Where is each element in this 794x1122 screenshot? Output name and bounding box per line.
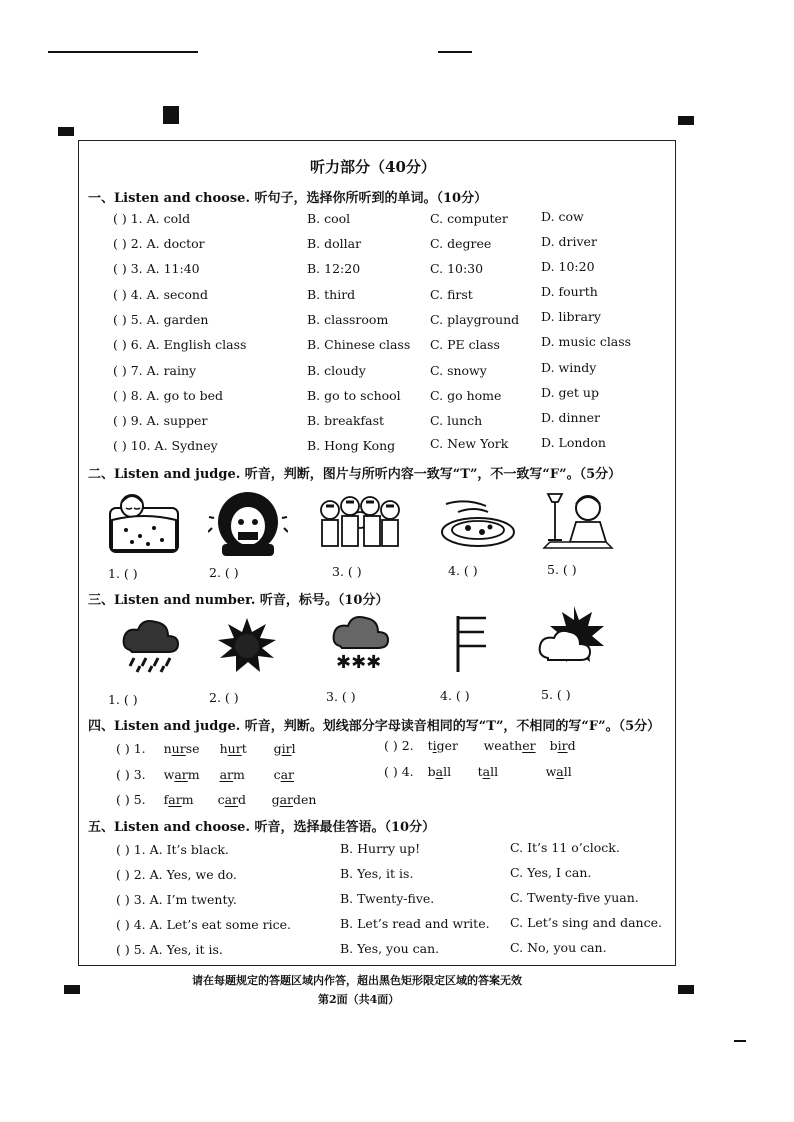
s1-row-b: B. third	[307, 287, 356, 302]
s2-answer-2: 2. ( )	[209, 565, 239, 580]
s4-item-5	[116, 792, 316, 807]
s1-row-a: ( ) 3. A. 11:40	[113, 261, 200, 276]
s4-word: tall	[477, 764, 499, 779]
s4-item-number: ( ) 5.	[116, 792, 146, 807]
s1-row-c: C. PE class	[430, 337, 500, 352]
s1-row-d: D. dinner	[541, 410, 600, 425]
s1-row-a: ( ) 9. A. supper	[113, 413, 208, 428]
s4-word: weather	[483, 738, 536, 753]
s4-word: wall	[545, 764, 572, 779]
s1-row-d: D. fourth	[541, 284, 598, 299]
s1-row-d: D. London	[541, 435, 606, 450]
s1-row-b: B. Chinese class	[307, 337, 411, 352]
s4-item-2	[384, 738, 576, 753]
sun-behind-cloud-icon	[534, 606, 612, 672]
s2-answer-5: 5. ( )	[547, 562, 577, 577]
s5-row-c: C. Yes, I can.	[510, 865, 592, 880]
s2-answer-3: 3. ( )	[332, 564, 362, 579]
registration-mark	[64, 985, 80, 994]
s1-row-d: D. library	[541, 309, 601, 324]
s4-word: girl	[273, 741, 296, 756]
s4-word: ball	[427, 764, 452, 779]
registration-mark	[163, 106, 179, 124]
s4-word: hurt	[219, 741, 247, 756]
s4-item-number: ( ) 4.	[384, 764, 414, 779]
page-number: 第2面（共4面）	[318, 993, 400, 1006]
s1-row-a: ( ) 5. A. garden	[113, 312, 209, 327]
s4-item-number: ( ) 1.	[116, 741, 146, 756]
s1-row-c: C. snowy	[430, 363, 487, 378]
s4-item-4	[384, 764, 572, 779]
s4-word: car	[273, 767, 295, 782]
s1-row-c: C. New York	[430, 436, 509, 451]
s1-row-a: ( ) 4. A. second	[113, 287, 208, 302]
s3-answer-5: 5. ( )	[541, 687, 571, 702]
s4-item-number: ( ) 2.	[384, 738, 414, 753]
s3-answer-4: 4. ( )	[440, 688, 470, 703]
s5-row-b: B. Hurry up!	[340, 841, 421, 856]
s5-row-b: B. Twenty-five.	[340, 891, 435, 906]
s5-row-a: ( ) 3. A. I’m twenty.	[116, 892, 237, 907]
s5-row-b: B. Let’s read and write.	[340, 916, 490, 931]
svg-text:✱✱✱: ✱✱✱	[336, 652, 382, 673]
s1-row-c: C. degree	[430, 236, 492, 251]
s1-row-d: D. music class	[541, 334, 632, 349]
s1-row-c: C. go home	[430, 388, 502, 403]
s3-answer-3: 3. ( )	[326, 689, 356, 704]
registration-mark	[734, 1040, 746, 1042]
s4-word: farm	[163, 792, 194, 807]
s5-row-c: C. Let’s sing and dance.	[510, 915, 662, 930]
s2-answer-4: 4. ( )	[448, 563, 478, 578]
section-2-heading: 二、Listen and judge. 听音，判断，图片与所听内容一致写“T”，不一致写“F”。（5分）	[88, 467, 622, 482]
s2-answer-1: 1. ( )	[108, 566, 138, 581]
s1-row-b: B. go to school	[307, 388, 401, 403]
page-title: 听力部分（40分）	[310, 158, 436, 176]
sleeping-child-in-bed-picture	[106, 490, 182, 556]
s1-row-a: ( ) 7. A. rainy	[113, 363, 197, 378]
s4-word: warm	[163, 767, 200, 782]
s1-row-d: D. get up	[541, 385, 599, 400]
s1-row-c: C. playground	[430, 312, 520, 327]
s1-row-d: D. 10:20	[541, 259, 595, 274]
s3-answer-2: 2. ( )	[209, 690, 239, 705]
s5-row-a: ( ) 4. A. Let’s eat some rice.	[116, 917, 292, 932]
snowy-icon	[330, 612, 396, 674]
pizza-on-plate-picture	[438, 498, 518, 550]
registration-mark	[48, 51, 198, 53]
s1-row-a: ( ) 10. A. Sydney	[113, 438, 218, 453]
s5-row-a: ( ) 2. A. Yes, we do.	[116, 867, 237, 882]
section-1-heading: 一、Listen and choose. 听句子，选择你所听到的单词。（10分）	[88, 191, 488, 206]
registration-mark	[678, 985, 694, 994]
s4-word: bird	[549, 738, 576, 753]
windy-flag-icon	[452, 614, 492, 674]
registration-mark	[678, 116, 694, 125]
answer-area-notice: 请在每题规定的答题区域内作答，超出黑色矩形限定区域的答案无效	[192, 974, 522, 987]
s1-row-b: B. cloudy	[307, 363, 366, 378]
group-of-children-picture	[316, 492, 412, 552]
s1-row-a: ( ) 1. A. cold	[113, 211, 191, 226]
s4-word: card	[217, 792, 247, 807]
s1-row-b: B. dollar	[307, 236, 362, 251]
s1-row-c: C. lunch	[430, 413, 483, 428]
s5-row-b: B. Yes, you can.	[340, 941, 440, 956]
s1-row-a: ( ) 8. A. go to bed	[113, 388, 223, 403]
s5-row-c: C. It’s 11 o’clock.	[510, 840, 620, 855]
s1-row-a: ( ) 6. A. English class	[113, 337, 247, 352]
s1-row-c: C. computer	[430, 211, 508, 226]
s1-row-d: D. windy	[541, 360, 597, 375]
s4-item-1	[116, 741, 296, 756]
section-3-heading: 三、Listen and number. 听音，标号。（10分）	[88, 593, 389, 608]
s5-row-c: C. No, you can.	[510, 940, 607, 955]
s5-row-a: ( ) 1. A. It’s black.	[116, 842, 229, 857]
s3-answer-1: 1. ( )	[108, 692, 138, 707]
s1-row-b: B. breakfast	[307, 413, 385, 428]
s1-row-c: C. first	[430, 287, 473, 302]
rainy-icon	[120, 616, 184, 676]
s5-row-a: ( ) 5. A. Yes, it is.	[116, 942, 223, 957]
sunny-icon	[216, 618, 278, 674]
s1-row-d: D. cow	[541, 209, 584, 224]
section-5-heading: 五、Listen and choose. 听音，选择最佳答语。（10分）	[88, 820, 436, 835]
s4-item-number: ( ) 3.	[116, 767, 146, 782]
girl-reading-on-floor-picture	[540, 488, 616, 554]
s4-item-3	[116, 767, 294, 782]
s1-row-b: B. cool	[307, 211, 351, 226]
s1-row-b: B. Hong Kong	[307, 438, 396, 453]
s5-row-b: B. Yes, it is.	[340, 866, 414, 881]
s4-word: tiger	[427, 738, 459, 753]
s4-word: garden	[271, 792, 317, 807]
section-4-heading: 四、Listen and judge. 听音，判断。划线部分字母读音相同的写“T”，不相同的写“F”。（5分）	[88, 719, 661, 734]
s1-row-c: C. 10:30	[430, 261, 484, 276]
s1-row-b: B. 12:20	[307, 261, 361, 276]
cold-man-with-fur-hat-picture	[208, 488, 288, 558]
s1-row-d: D. driver	[541, 234, 597, 249]
s5-row-c: C. Twenty-five yuan.	[510, 890, 639, 905]
s1-row-a: ( ) 2. A. doctor	[113, 236, 205, 251]
s1-row-b: B. classroom	[307, 312, 389, 327]
registration-mark	[58, 127, 74, 136]
registration-mark	[438, 51, 472, 53]
s4-word: arm	[219, 767, 245, 782]
s4-word: nurse	[163, 741, 200, 756]
